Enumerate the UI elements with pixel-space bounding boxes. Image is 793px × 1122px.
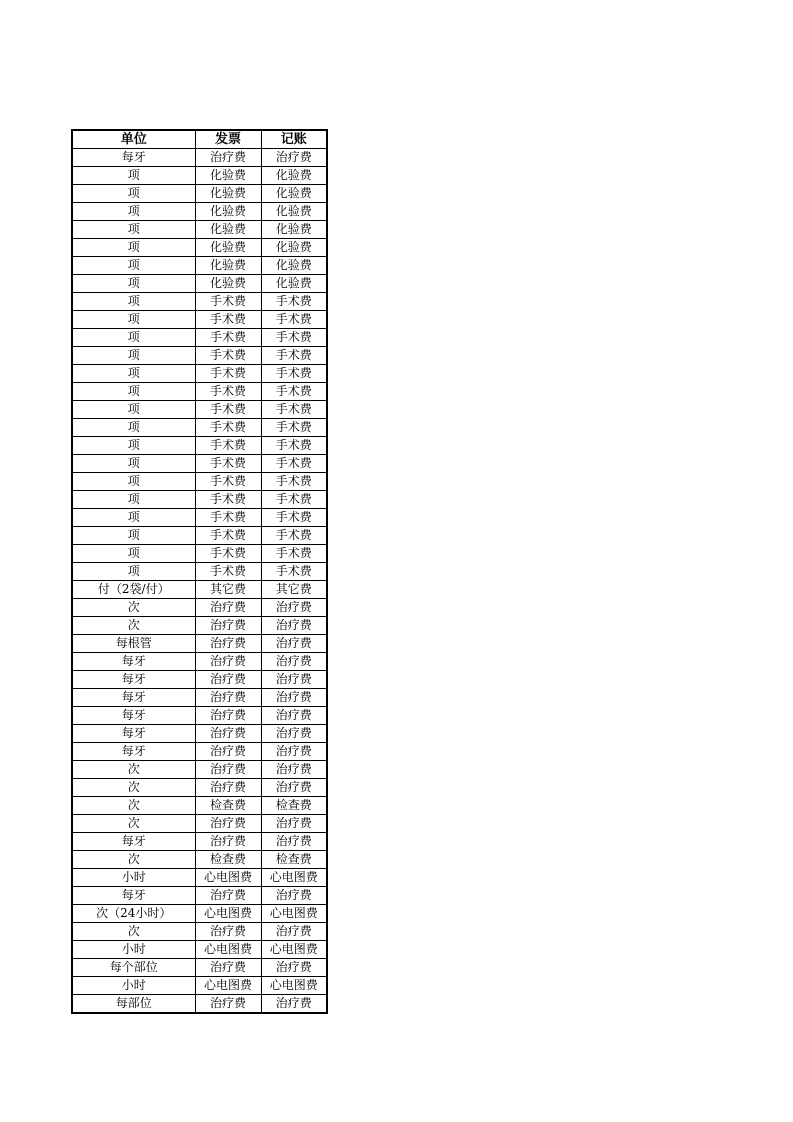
header-unit: 单位	[72, 130, 195, 149]
cell-unit: 项	[72, 491, 195, 509]
cell-invoice: 检查费	[195, 851, 261, 869]
cell-invoice: 治疗费	[195, 671, 261, 689]
cell-bookkeeping: 化验费	[261, 203, 327, 221]
cell-invoice: 手术费	[195, 527, 261, 545]
table-row	[72, 203, 327, 221]
cell-bookkeeping: 化验费	[261, 167, 327, 185]
cell-invoice: 化验费	[195, 203, 261, 221]
cell-bookkeeping: 手术费	[261, 311, 327, 329]
table-row	[72, 275, 327, 293]
table-row	[72, 455, 327, 473]
cell-bookkeeping: 手术费	[261, 491, 327, 509]
cell-bookkeeping: 化验费	[261, 257, 327, 275]
table-row	[72, 581, 327, 599]
cell-unit: 次	[72, 923, 195, 941]
cell-unit: 每牙	[72, 743, 195, 761]
cell-unit: 每牙	[72, 653, 195, 671]
cell-bookkeeping: 心电图费	[261, 941, 327, 959]
cell-bookkeeping: 手术费	[261, 365, 327, 383]
table-row	[72, 995, 327, 1014]
table-row	[72, 941, 327, 959]
table-row	[72, 599, 327, 617]
cell-invoice: 治疗费	[195, 725, 261, 743]
cell-unit: 每牙	[72, 671, 195, 689]
cell-bookkeeping: 治疗费	[261, 743, 327, 761]
table-row	[72, 221, 327, 239]
table-row	[72, 707, 327, 725]
cell-invoice: 治疗费	[195, 149, 261, 167]
cell-bookkeeping: 化验费	[261, 185, 327, 203]
table-row	[72, 761, 327, 779]
cell-unit: 每牙	[72, 707, 195, 725]
cell-invoice: 手术费	[195, 401, 261, 419]
fee-table	[71, 129, 328, 1014]
table-row	[72, 257, 327, 275]
table-row	[72, 437, 327, 455]
cell-bookkeeping: 治疗费	[261, 671, 327, 689]
header-bookkeeping: 记账	[261, 130, 327, 149]
cell-unit: 次	[72, 815, 195, 833]
cell-unit: 项	[72, 311, 195, 329]
table-row	[72, 509, 327, 527]
cell-unit: 每牙	[72, 149, 195, 167]
cell-invoice: 手术费	[195, 545, 261, 563]
table-row	[72, 311, 327, 329]
table-row	[72, 149, 327, 167]
cell-bookkeeping: 治疗费	[261, 761, 327, 779]
cell-unit: 项	[72, 257, 195, 275]
table-row	[72, 743, 327, 761]
table-row	[72, 617, 327, 635]
cell-bookkeeping: 治疗费	[261, 725, 327, 743]
cell-invoice: 心电图费	[195, 905, 261, 923]
table-row	[72, 653, 327, 671]
cell-bookkeeping: 治疗费	[261, 995, 327, 1014]
cell-invoice: 治疗费	[195, 959, 261, 977]
cell-bookkeeping: 手术费	[261, 383, 327, 401]
cell-bookkeeping: 手术费	[261, 401, 327, 419]
cell-bookkeeping: 化验费	[261, 221, 327, 239]
cell-unit: 项	[72, 527, 195, 545]
cell-unit: 每牙	[72, 725, 195, 743]
header-row	[72, 130, 327, 149]
cell-invoice: 治疗费	[195, 653, 261, 671]
table-row	[72, 689, 327, 707]
cell-unit: 项	[72, 437, 195, 455]
cell-invoice: 手术费	[195, 311, 261, 329]
cell-bookkeeping: 治疗费	[261, 653, 327, 671]
table-row	[72, 797, 327, 815]
table-row	[72, 833, 327, 851]
cell-bookkeeping: 治疗费	[261, 707, 327, 725]
cell-invoice: 手术费	[195, 563, 261, 581]
cell-bookkeeping: 手术费	[261, 437, 327, 455]
table-row	[72, 185, 327, 203]
table-row	[72, 671, 327, 689]
cell-bookkeeping: 手术费	[261, 455, 327, 473]
cell-unit: 项	[72, 419, 195, 437]
cell-bookkeeping: 手术费	[261, 473, 327, 491]
cell-invoice: 治疗费	[195, 635, 261, 653]
cell-unit: 项	[72, 167, 195, 185]
cell-unit: 项	[72, 347, 195, 365]
cell-bookkeeping: 手术费	[261, 509, 327, 527]
table-row	[72, 491, 327, 509]
cell-unit: 项	[72, 563, 195, 581]
cell-invoice: 治疗费	[195, 707, 261, 725]
table-row	[72, 401, 327, 419]
cell-invoice: 化验费	[195, 167, 261, 185]
table-row	[72, 329, 327, 347]
table-row	[72, 725, 327, 743]
cell-invoice: 手术费	[195, 437, 261, 455]
cell-unit: 次	[72, 761, 195, 779]
cell-invoice: 化验费	[195, 239, 261, 257]
cell-invoice: 治疗费	[195, 833, 261, 851]
table-body	[72, 149, 327, 1014]
cell-bookkeeping: 治疗费	[261, 923, 327, 941]
table-row	[72, 923, 327, 941]
cell-bookkeeping: 治疗费	[261, 887, 327, 905]
cell-bookkeeping: 手术费	[261, 293, 327, 311]
table-row	[72, 365, 327, 383]
cell-unit: 项	[72, 401, 195, 419]
cell-bookkeeping: 治疗费	[261, 599, 327, 617]
cell-unit: 次（24小时）	[72, 905, 195, 923]
cell-bookkeeping: 检查费	[261, 797, 327, 815]
cell-bookkeeping: 其它费	[261, 581, 327, 599]
table-row	[72, 473, 327, 491]
table-row	[72, 887, 327, 905]
cell-unit: 项	[72, 473, 195, 491]
cell-unit: 小时	[72, 977, 195, 995]
cell-unit: 付（2袋/付）	[72, 581, 195, 599]
cell-unit: 项	[72, 185, 195, 203]
cell-invoice: 治疗费	[195, 887, 261, 905]
table-row	[72, 779, 327, 797]
cell-unit: 每个部位	[72, 959, 195, 977]
header-invoice: 发票	[195, 130, 261, 149]
cell-invoice: 化验费	[195, 221, 261, 239]
cell-unit: 项	[72, 329, 195, 347]
cell-unit: 次	[72, 797, 195, 815]
cell-invoice: 手术费	[195, 329, 261, 347]
cell-bookkeeping: 治疗费	[261, 149, 327, 167]
table-row	[72, 383, 327, 401]
table-row	[72, 851, 327, 869]
cell-invoice: 治疗费	[195, 779, 261, 797]
cell-invoice: 心电图费	[195, 941, 261, 959]
cell-unit: 项	[72, 383, 195, 401]
cell-invoice: 心电图费	[195, 977, 261, 995]
cell-unit: 项	[72, 545, 195, 563]
cell-invoice: 治疗费	[195, 617, 261, 635]
cell-invoice: 治疗费	[195, 995, 261, 1014]
table-row	[72, 347, 327, 365]
cell-unit: 每部位	[72, 995, 195, 1014]
cell-invoice: 手术费	[195, 419, 261, 437]
cell-bookkeeping: 治疗费	[261, 815, 327, 833]
table-row	[72, 419, 327, 437]
cell-bookkeeping: 治疗费	[261, 689, 327, 707]
cell-bookkeeping: 手术费	[261, 563, 327, 581]
table-row	[72, 869, 327, 887]
table-row	[72, 293, 327, 311]
cell-bookkeeping: 化验费	[261, 239, 327, 257]
table-row	[72, 167, 327, 185]
cell-invoice: 治疗费	[195, 689, 261, 707]
cell-invoice: 治疗费	[195, 761, 261, 779]
cell-invoice: 手术费	[195, 491, 261, 509]
table-row	[72, 635, 327, 653]
cell-unit: 项	[72, 275, 195, 293]
table-row	[72, 545, 327, 563]
table-row	[72, 959, 327, 977]
cell-unit: 项	[72, 509, 195, 527]
cell-invoice: 其它费	[195, 581, 261, 599]
cell-unit: 每根管	[72, 635, 195, 653]
cell-invoice: 治疗费	[195, 815, 261, 833]
cell-unit: 次	[72, 617, 195, 635]
cell-unit: 次	[72, 779, 195, 797]
cell-bookkeeping: 手术费	[261, 347, 327, 365]
cell-bookkeeping: 化验费	[261, 275, 327, 293]
cell-unit: 项	[72, 203, 195, 221]
cell-unit: 小时	[72, 869, 195, 887]
cell-invoice: 心电图费	[195, 869, 261, 887]
cell-invoice: 化验费	[195, 185, 261, 203]
table-row	[72, 563, 327, 581]
cell-invoice: 手术费	[195, 455, 261, 473]
cell-bookkeeping: 心电图费	[261, 977, 327, 995]
table-row	[72, 239, 327, 257]
cell-unit: 项	[72, 221, 195, 239]
cell-bookkeeping: 治疗费	[261, 833, 327, 851]
table-row	[72, 527, 327, 545]
cell-unit: 次	[72, 599, 195, 617]
cell-unit: 项	[72, 239, 195, 257]
cell-unit: 项	[72, 455, 195, 473]
cell-bookkeeping: 治疗费	[261, 635, 327, 653]
cell-bookkeeping: 手术费	[261, 329, 327, 347]
cell-unit: 小时	[72, 941, 195, 959]
cell-invoice: 手术费	[195, 293, 261, 311]
cell-invoice: 检查费	[195, 797, 261, 815]
cell-invoice: 手术费	[195, 509, 261, 527]
cell-unit: 每牙	[72, 887, 195, 905]
cell-unit: 项	[72, 365, 195, 383]
cell-invoice: 化验费	[195, 257, 261, 275]
cell-bookkeeping: 治疗费	[261, 617, 327, 635]
cell-invoice: 化验费	[195, 275, 261, 293]
cell-bookkeeping: 治疗费	[261, 959, 327, 977]
cell-invoice: 手术费	[195, 347, 261, 365]
cell-invoice: 治疗费	[195, 599, 261, 617]
cell-unit: 次	[72, 851, 195, 869]
cell-unit: 每牙	[72, 833, 195, 851]
cell-invoice: 手术费	[195, 365, 261, 383]
cell-bookkeeping: 检查费	[261, 851, 327, 869]
cell-bookkeeping: 手术费	[261, 527, 327, 545]
cell-bookkeeping: 治疗费	[261, 779, 327, 797]
cell-unit: 每牙	[72, 689, 195, 707]
cell-bookkeeping: 手术费	[261, 545, 327, 563]
cell-invoice: 治疗费	[195, 743, 261, 761]
cell-bookkeeping: 手术费	[261, 419, 327, 437]
cell-bookkeeping: 心电图费	[261, 905, 327, 923]
cell-invoice: 治疗费	[195, 923, 261, 941]
cell-bookkeeping: 心电图费	[261, 869, 327, 887]
cell-invoice: 手术费	[195, 473, 261, 491]
table-row	[72, 977, 327, 995]
table-row	[72, 815, 327, 833]
cell-invoice: 手术费	[195, 383, 261, 401]
cell-unit: 项	[72, 293, 195, 311]
table-row	[72, 905, 327, 923]
